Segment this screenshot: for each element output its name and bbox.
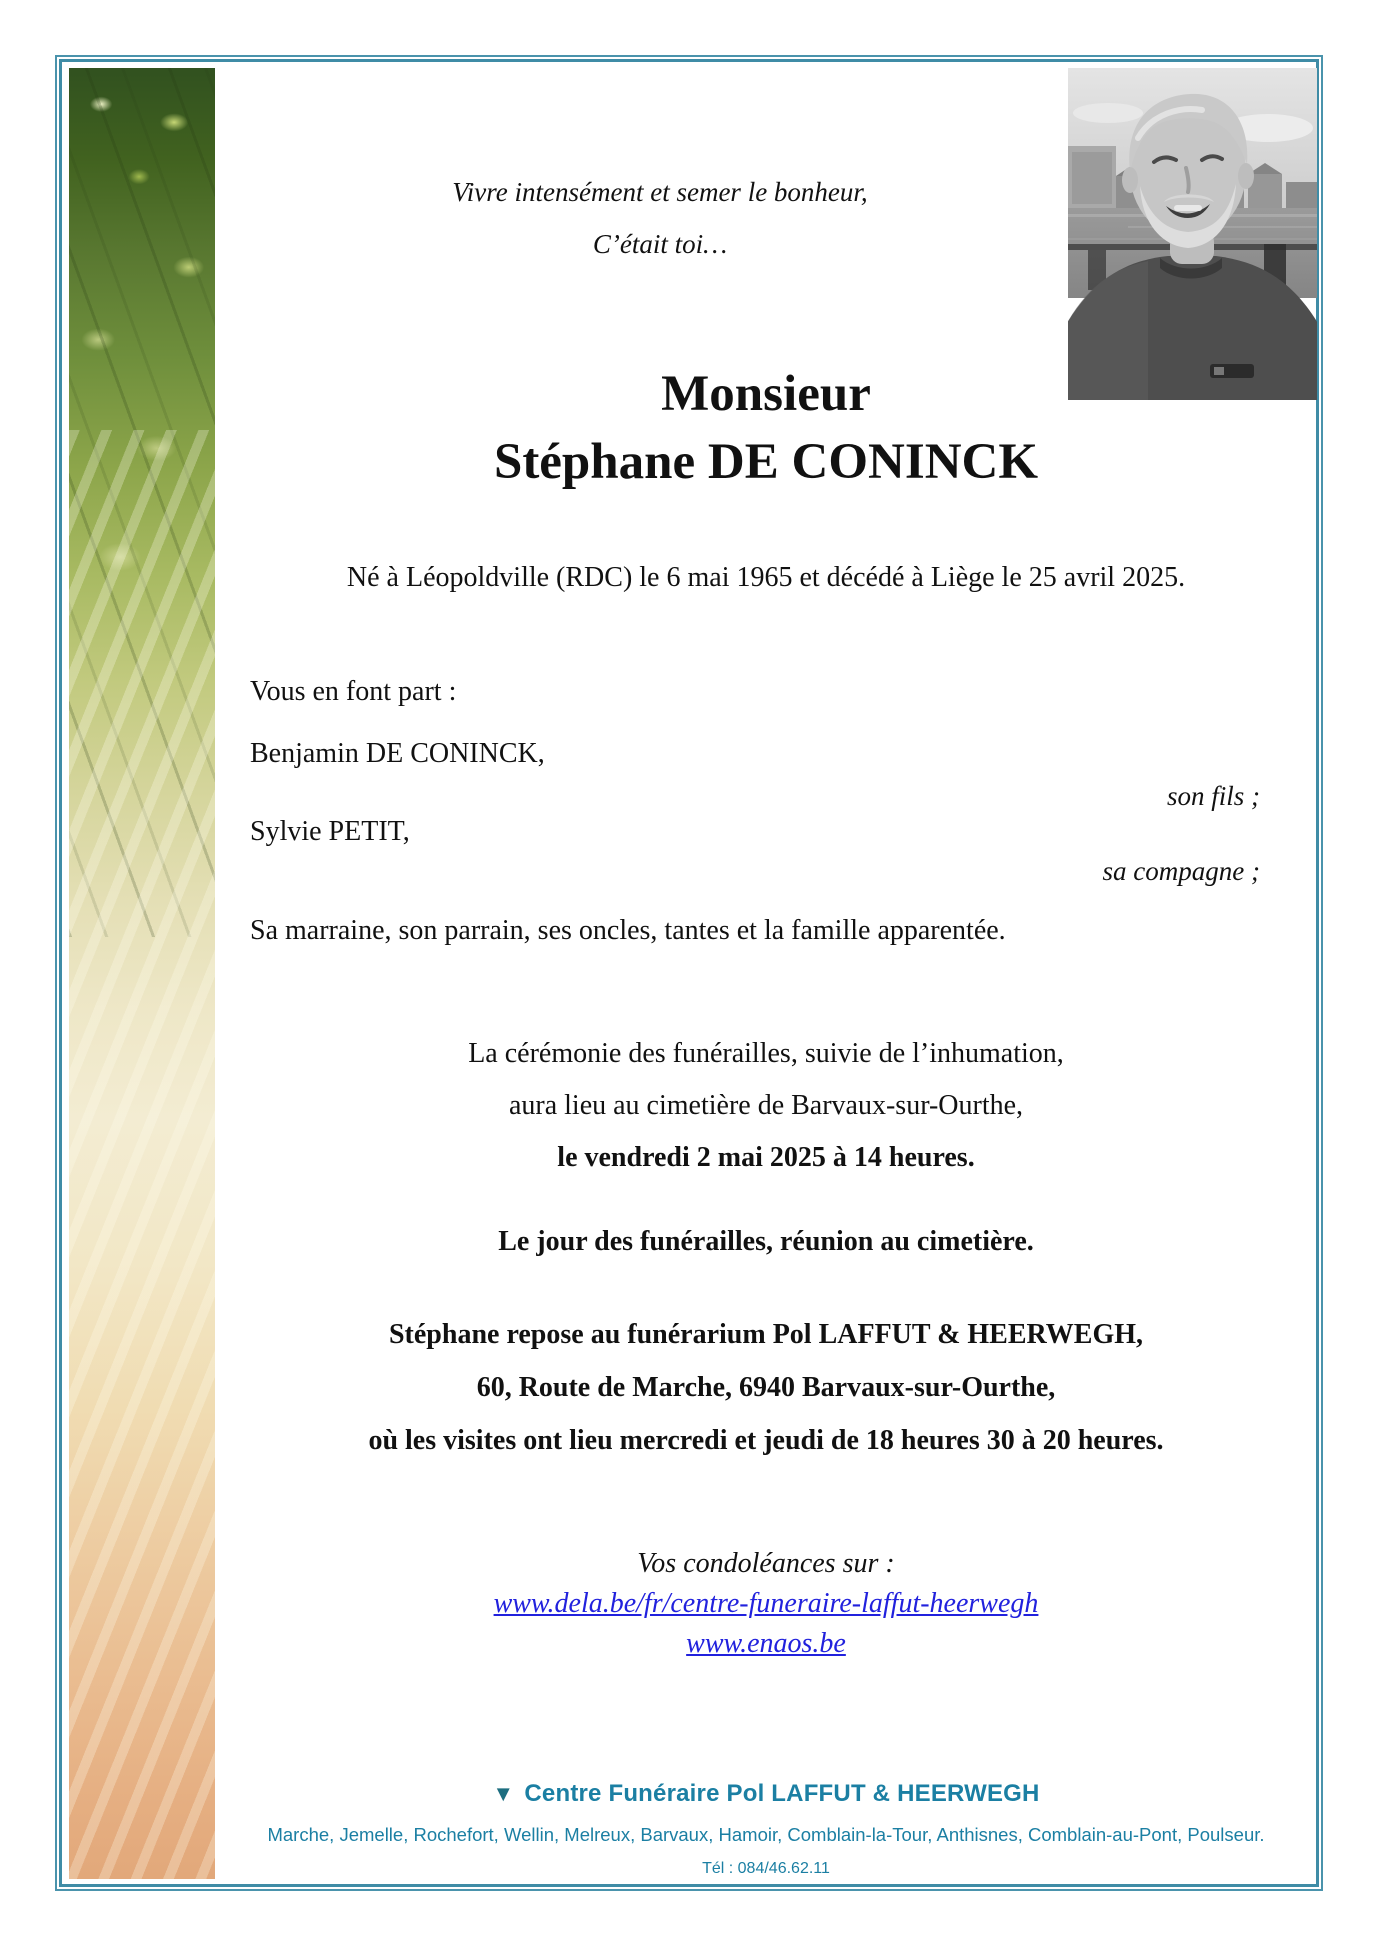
title-civility: Monsieur [661,366,871,422]
quote-line-1: Vivre intensément et semer le bonheur, [452,177,868,207]
extended-family-line: Sa marraine, son parrain, ses oncles, tantes et la famille apparentée. [250,915,1006,946]
repose-line-3: où les visites ont lieu mercredi et jeudi de 18 heures 30 à 20 heures. [368,1425,1164,1456]
ceremony-line-1: La cérémonie des funérailles, suivie de l’inhumation, [468,1038,1064,1069]
funeral-home-locations: Marche, Jemelle, Rochefort, Wellin, Melreux, Barvaux, Hamoir, Comblain-la-Tour, Anthisnes, Comblain-au-Pont, Poulseur. [267,1824,1265,1845]
family-member-name: Sylvie PETIT, [250,816,410,847]
funeral-home-phone: Tél : 084/46.62.11 [702,1860,830,1877]
repose-paragraph [215,1308,1317,1467]
ceremony-line-2: aura lieu au cimetière de Barvaux-sur-Ourthe, [508,1090,1024,1121]
funeral-home-name-text: Centre Funéraire Pol LAFFUT & HEERWEGH [524,1780,1040,1807]
family-member-relation: sa compagne ; [1102,856,1260,886]
nature-photo-strip [69,68,215,1879]
family-member-name: Benjamin DE CONINCK, [250,738,545,769]
ceremony-date-line: le vendredi 2 mai 2025 à 14 heures. [557,1142,975,1173]
birth-death-line: Né à Léopoldville (RDC) le 6 mai 1965 et décédé à Liège le 25 avril 2025. [346,562,1186,593]
repose-line-1: Stéphane repose au funérarium Pol LAFFUT & HEERWEGH, [388,1319,1144,1350]
repose-line-2: 60, Route de Marche, 6940 Barvaux-sur-Ourthe, [476,1372,1056,1403]
deceased-title [215,360,1317,496]
quote-line-2: C’était toi… [592,229,728,259]
meeting-line: Le jour des funérailles, réunion au cimetière. [498,1226,1034,1257]
condolences-intro: Vos condoléances sur : [637,1548,895,1579]
portrait-photo [1068,68,1317,400]
memorial-quote [250,166,1070,270]
family-member-relation: son fils ; [1166,781,1260,811]
condolences-link-dela[interactable]: www.dela.be/fr/centre-funeraire-laffut-heerwegh [493,1588,1039,1619]
funeral-home-footer [215,1780,1317,1878]
triangle-down-icon: ▼ [492,1781,515,1806]
condolences-link-enaos[interactable]: www.enaos.be [686,1628,846,1659]
deceased-name: Stéphane DE CONINCK [493,434,1039,490]
condolences-block [215,1544,1317,1664]
funeral-home-name [215,1780,1317,1808]
announce-intro: Vous en font part : [250,676,457,707]
ceremony-paragraph [215,1028,1317,1184]
